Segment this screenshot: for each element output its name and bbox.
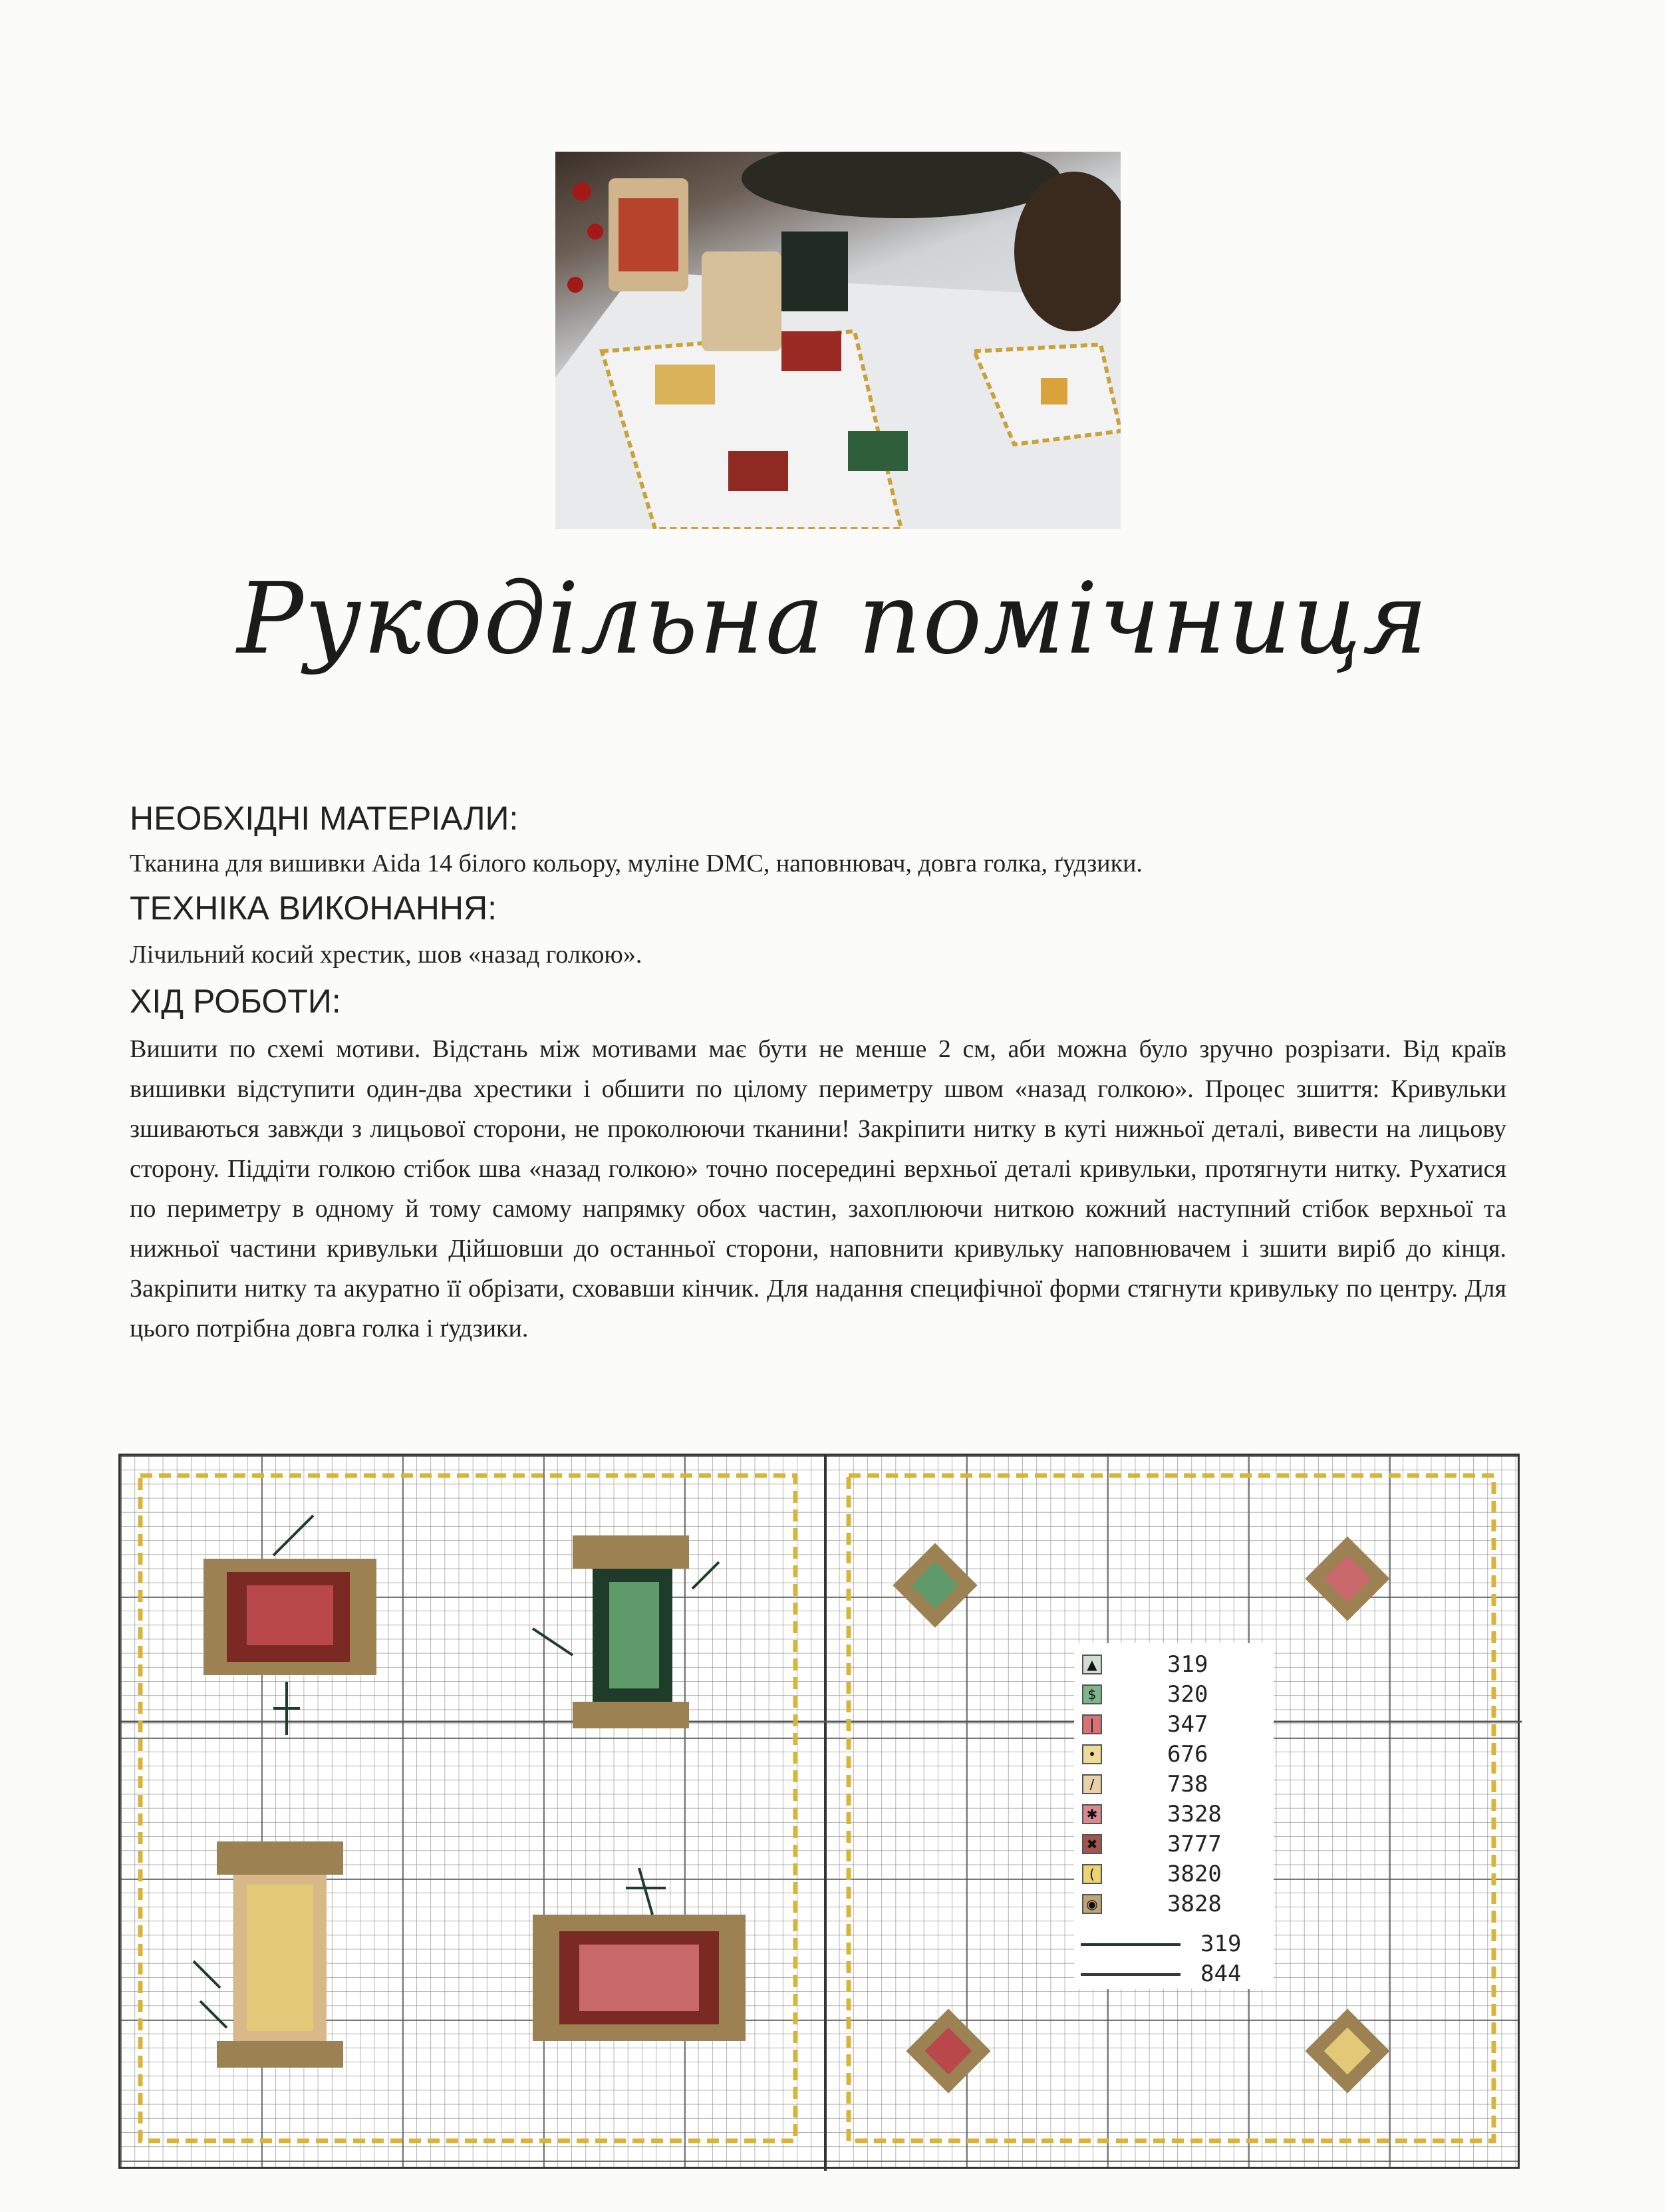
legend-code: 3777: [1167, 1831, 1222, 1857]
legend-row: [1074, 1650, 1274, 1679]
symbol-cross-icon: ✖: [1082, 1834, 1102, 1854]
materials-section: [130, 798, 1506, 883]
motif-spool-pink-horizontal: [533, 1868, 746, 2041]
legend-backstitch-row: [1074, 1959, 1274, 1988]
legend-row: [1074, 1680, 1274, 1709]
color-key-legend: [1074, 1643, 1274, 1989]
legend-row: [1074, 1829, 1274, 1859]
legend-row: [1074, 1740, 1274, 1769]
legend-code: 347: [1167, 1711, 1208, 1738]
symbol-dollar-icon: $: [1082, 1684, 1102, 1704]
legend-row: [1074, 1800, 1274, 1829]
symbol-paren-icon: (: [1082, 1864, 1102, 1884]
process-section: [130, 981, 1506, 1348]
backstitch-line-icon: [1081, 1973, 1180, 1976]
motif-small-spool-yellow: [1305, 2008, 1389, 2093]
materials-text: Тканина для вишивки Aida 14 білого кольору, муліне DMC, наповнювач, довга голка, ґудзики.: [130, 850, 1143, 877]
product-photo: [555, 152, 1121, 529]
legend-code: 319: [1200, 1931, 1242, 1957]
legend-code: 738: [1167, 1771, 1208, 1798]
legend-code: 3828: [1167, 1891, 1222, 1917]
backstitch-line-icon: [1081, 1943, 1180, 1946]
motif-spool-red-horizontal: [204, 1515, 376, 1735]
symbol-target-icon: ◉: [1082, 1894, 1102, 1914]
legend-code: 3820: [1167, 1861, 1222, 1887]
legend-code: 844: [1200, 1961, 1242, 1987]
legend-code: 320: [1167, 1681, 1208, 1708]
motif-spool-yellow-vertical: [194, 1841, 343, 2068]
technique-section: [130, 888, 1506, 975]
motif-small-spool-red: [906, 2008, 990, 2093]
legend-row: [1074, 1710, 1274, 1739]
technique-text: Лічильний косий хрестик, шов «назад голкою».: [130, 941, 642, 969]
symbol-asterisk-icon: ✱: [1082, 1804, 1102, 1824]
chart-motifs: [120, 1456, 1522, 2171]
motif-small-spool-green: [893, 1543, 977, 1627]
technique-heading: ТЕХНІКА ВИКОНАННЯ:: [130, 889, 497, 927]
symbol-triangle-icon: ▲: [1082, 1655, 1102, 1674]
process-text: Вишити по схемі мотиви. Відстань між мотивами має бути не менше 2 см, аби можна було зручно розрізати. Від країв вишивки відступити один-два хрестики і обшити по цілому периметру швом «назад голкою». Процес зшиття: Кривульки зшиваються завжди з лицьової сторони, не проколюючи тканини! Закріпити нитку в куті нижньої деталі, вивести на лицьову сторону. Піддіти голкою стібок шва «назад голкою» точно посередині верхньої деталі кривульки, протягнути нитку. Рухатися по периметру в одному й тому самому напрямку обох частин, захоплюючи ниткою кожний наступний стібок верхньої та нижньої частини кривульки Дійшовши до останньої сторони, наповнити кривульку наповнювачем і зшити виріб до кінця. Закріпити нитку та акуратно її обрізати, сховавши кінчик. Для надання специфічної форми стягнути кривульку по центру. Для цього потрібна довга голка і ґудзики.: [130, 1035, 1506, 1343]
process-heading: ХІД РОБОТИ:: [130, 983, 341, 1020]
legend-code: 3328: [1167, 1801, 1222, 1827]
motif-spool-green-vertical: [533, 1535, 719, 1728]
symbol-dot-icon: •: [1082, 1744, 1102, 1764]
legend-row: [1074, 1770, 1274, 1799]
legend-row: [1074, 1889, 1274, 1919]
photo-illustration: [555, 152, 1121, 529]
legend-code: 319: [1167, 1651, 1208, 1678]
legend-backstitch-row: [1074, 1929, 1274, 1959]
symbol-bar-icon: |: [1082, 1714, 1102, 1734]
legend-code: 676: [1167, 1741, 1208, 1768]
motif-small-spool-pink-top: [1305, 1536, 1389, 1621]
cross-stitch-chart: [118, 1454, 1520, 2169]
symbol-slash-icon: /: [1082, 1774, 1102, 1794]
page-title: Рукодільна помічниця: [237, 561, 1429, 676]
materials-heading: НЕОБХІДНІ МАТЕРІАЛИ:: [130, 800, 519, 837]
legend-row: [1074, 1859, 1274, 1889]
